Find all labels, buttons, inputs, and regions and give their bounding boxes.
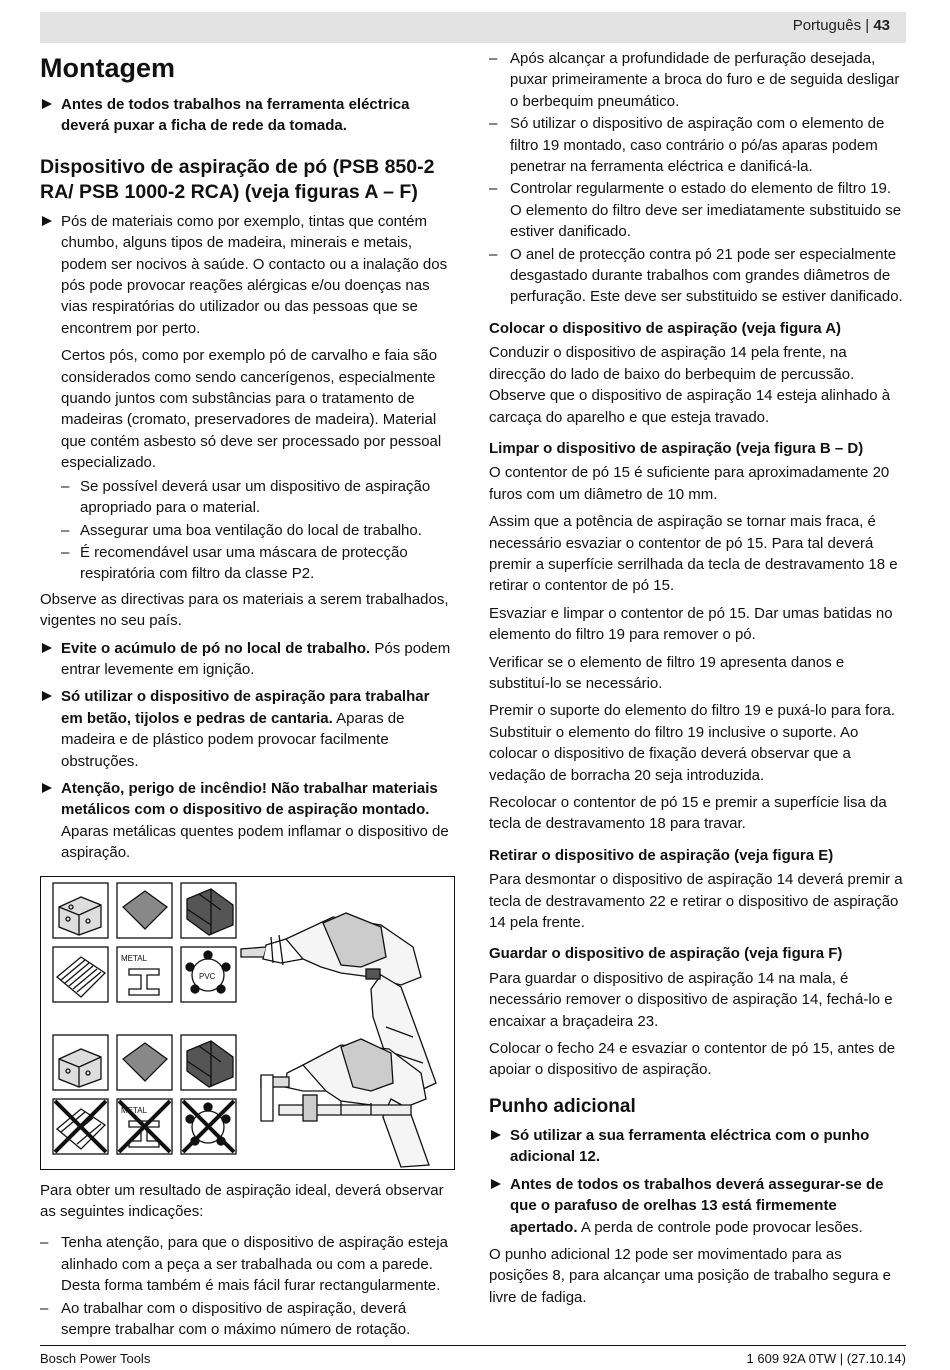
- dust-dash-item: – Assegurar uma boa ventilação do local de trabalho.: [40, 520, 455, 541]
- drill-materials-figure: [41, 877, 454, 1169]
- right-column: [489, 48, 905, 1314]
- place-extractor-heading: Colocar o dispositivo de aspiração (veja figura A): [489, 319, 842, 337]
- store-paragraph: Para guardar o dispositivo de aspiração 14 na mala, é necessário remover o dispositivo de aspiração 14, fechá-lo e encaixar a braçadeira 23.: [489, 969, 893, 1030]
- clean-extractor-heading: Limpar o dispositivo de aspiração (veja figura B – D): [489, 439, 864, 457]
- page-header: [40, 12, 906, 43]
- carcinogen-paragraph: Certos pós, como por exemplo pó de carvalho e faia são considerados como sendo cancerígenos, especialmente quando juntos com substâncias para o tratamento de madeiras (cromato, preservadores de madeira). Material que contém asbesto só deve ser processado por pessoal especializado.: [61, 347, 442, 472]
- concrete-only-warning: Só utilizar o dispositivo de aspiração para trabalhar em betão, tijolos e pedras de cantaria. Aparas de madeira e de plástico podem provocar facilmente obstruções.: [40, 686, 455, 772]
- clean-paragraph: Recolocar o contentor de pó 15 e premir a superfície lisa da tecla de destravamento 18 para travar.: [489, 794, 887, 833]
- extraction-dash-item: – Após alcançar a profundidade de perfuração desejada, puxar primeiramente a broca do furo e de seguida desligar o berbequim pneumático.: [489, 48, 905, 112]
- header-separator: |: [861, 17, 874, 34]
- header-label: [793, 17, 890, 34]
- dust-extraction-heading: Dispositivo de aspiração de pó (PSB 850-2 RA/ PSB 1000-2 RCA) (veja figuras A – F): [40, 155, 435, 203]
- avoid-dust-warning: Evite o acúmulo de pó no local de trabalho. Pós podem entrar levemente em ignição.: [40, 638, 455, 681]
- footer-code: 1 609 92A 0TW | (27.10.14): [746, 1351, 906, 1366]
- extraction-dash-item: – Só utilizar o dispositivo de aspiração com o elemento de filtro 19 montado, caso contrário o pó/as aparas podem penetrar na ferramenta eléctrica e danificá-la.: [489, 113, 905, 177]
- svg-text:PVC: PVC: [199, 971, 216, 981]
- fire-hazard-warning: Atenção, perigo de incêndio! Não trabalhar materiais metálicos com o dispositivo de aspiração montado. Aparas metálicas quentes podem inflamar o dispositivo de aspiração.: [40, 778, 455, 864]
- place-extractor-text: Conduzir o dispositivo de aspiração 14 pela frente, na direcção do lado de baixo do berbequim de percussão. Observe que o dispositivo de aspiração 14 esteja alinhado à carcaça do aparelho e que esteja travado.: [489, 344, 891, 426]
- clean-paragraph: O contentor de pó 15 é suficiente para aproximadamente 20 furos com um diâmetro de 10 mm.: [489, 464, 890, 503]
- svg-text:METAL: METAL: [121, 1105, 148, 1115]
- ideal-result-paragraph: Para obter um resultado de aspiração ideal, deverá observar as seguintes indicações:: [40, 1181, 444, 1220]
- store-paragraph: Colocar o fecho 24 e esvaziar o contentor de pó 15, antes de apoiar o dispositivo de aspiração.: [489, 1040, 896, 1079]
- section-title-montagem: Montagem: [40, 53, 175, 83]
- auxiliary-handle-heading: Punho adicional: [489, 1095, 636, 1117]
- extraction-dash-item: – O anel de protecção contra pó 21 pode ser especialmente desgastado durante trabalhos com grandes diâmetros de perfuração. Este deve ser substituido se estiver danificado.: [489, 244, 905, 308]
- handle-paragraph: O punho adicional 12 pode ser movimentado para as posições 8, para alcançar uma posição de trabalho segura e livre de fadiga.: [489, 1245, 891, 1306]
- dust-hazard-paragraph: Pós de materiais como por exemplo, tintas que contém chumbo, alguns tipos de madeira, minerais e metais, podem ser nocivos à saúde. O contacto ou a inalação dos pós pode provocar reações alérgicas e/ou doenças nas vias respiratórias do utilizador ou das pessoas que se encontrem por perto.: [40, 211, 455, 339]
- screw-warning: Antes de todos os trabalhos deverá assegurar-se de que o parafuso de orelhas 13 está firmemente apertado. A perda de controle pode provocar lesões.: [489, 1174, 905, 1238]
- dust-dash-item: – Se possível deverá usar um dispositivo de aspiração apropriado para o material.: [40, 476, 455, 519]
- header-language: Português: [792, 17, 862, 34]
- ideal-dash-item: – Tenha atenção, para que o dispositivo de aspiração esteja alinhado com a peça a ser trabalhada ou com a parede. Desta forma também é mais fácil furar rectangularmente.: [40, 1232, 455, 1296]
- footer-divider: [40, 1345, 906, 1346]
- clean-paragraph: Premir o suporte do elemento do filtro 19 e puxá-lo para fora. Substituir o elemento do filtro 19 inclusive o suporte. Ao colocar o dispositivo de fixação deverá observar que a vedação de borracha 20 seja introduzida.: [489, 702, 896, 784]
- extraction-dash-item: – Controlar regularmente o estado do elemento de filtro 19. O elemento do filtro deve ser imediatamente substituido se estiver danificado.: [489, 178, 905, 242]
- directives-paragraph: Observe as directivas para os materiais a serem trabalhados, vigentes no seu país.: [40, 590, 449, 630]
- store-extractor-heading: Guardar o dispositivo de aspiração (veja figura F): [489, 945, 843, 963]
- clean-paragraph: Assim que a potência de aspiração se tornar mais fraca, é necessário esvaziar o contentor de pó 15. Para tal deverá premir a superfície serrilhada da tecla de destravamento 18 e retirar o contentor de pó 15.: [489, 513, 898, 595]
- clean-paragraph: Esvaziar e limpar o contentor de pó 15. Dar umas batidas no elemento do filtro 19 para remover o pó.: [489, 604, 893, 644]
- wood-icon: [53, 947, 108, 1002]
- svg-text:METAL: METAL: [121, 953, 148, 963]
- page-number: 43: [873, 17, 890, 34]
- dust-dash-item: – É recomendável usar uma máscara de protecção respiratória com filtro da classe P2.: [40, 542, 455, 585]
- left-column: [40, 48, 455, 1341]
- remove-extractor-heading: Retirar o dispositivo de aspiração (veja figura E): [489, 846, 834, 864]
- materials-illustration: [40, 876, 455, 1170]
- handle-warning: Só utilizar a sua ferramenta eléctrica com o punho adicional 12.: [489, 1125, 905, 1168]
- ideal-dash-item: – Ao trabalhar com o dispositivo de aspiração, deverá sempre trabalhar com o máximo número de rotação.: [40, 1298, 455, 1341]
- footer-brand: Bosch Power Tools: [40, 1351, 151, 1366]
- warning-unplug: Antes de todos trabalhos na ferramenta eléctrica deverá puxar a ficha de rede da tomada.: [40, 94, 455, 137]
- clean-paragraph: Verificar se o elemento de filtro 19 apresenta danos e substituí-lo se necessário.: [489, 653, 845, 692]
- remove-extractor-text: Para desmontar o dispositivo de aspiração 14 deverá premir a tecla de destravamento 22 e retirar o dispositivo de aspiração 14 pela frente.: [489, 871, 903, 932]
